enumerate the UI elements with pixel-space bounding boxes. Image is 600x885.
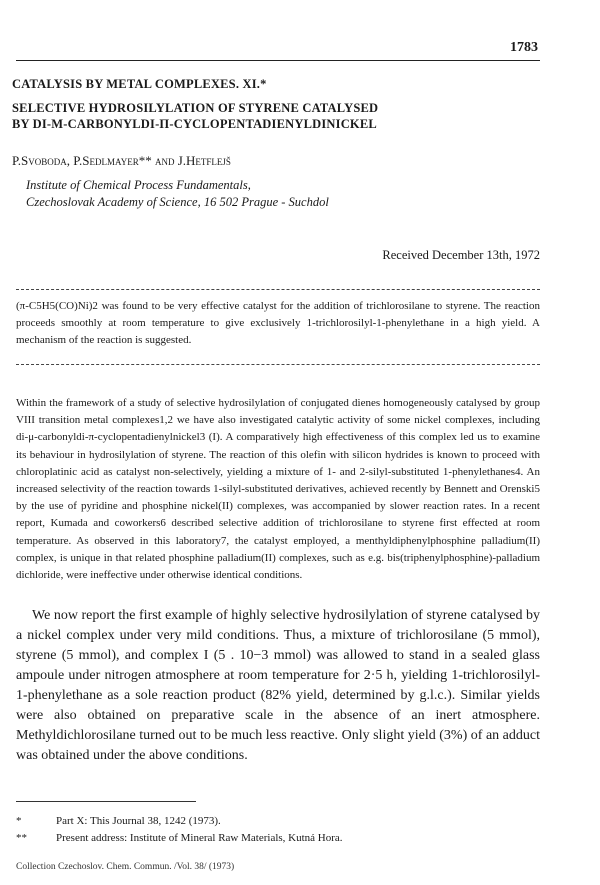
article-title-line1: SELECTIVE HYDROSILYLATION OF STYRENE CATALYSED: [12, 101, 379, 115]
article-title: [12, 100, 542, 132]
footnote-2: [16, 831, 343, 845]
footnote-1-mark: *: [16, 815, 22, 827]
footnote-2-text: Present address: Institute of Mineral Raw Materials, Kutná Hora.: [56, 832, 343, 844]
intro-paragraph: Within the framework of a study of selective hydrosilylation of conjugated dienes homogeneously catalysed by group VIII transition metal complexes1,2 we have also investigated catalytic activity of some nickel complexes, including di-μ-carbonyldi-π-cyclopentadienylnickel3 (I). A comparatively high effectiveness of this complex led us to examine its behaviour in hydrosilylation of styrene. The reaction of this olefin with silicon hydrides is known to proceed with chloroplatinic acid as catalyst non-selectively, yielding a mixture of 1- and 2-silyl-substituted 1-phenylethanes4. An increased selectivity of the reaction towards 1-silyl-substituted derivatives, achieved recently by Bennett and Orenski5 by the use of pyridine and phosphine nickel(II) complexes, was accompanied by slower reaction rates. In a recent report, Kumada and coworkers6 described selective addition of trichlorosilane to styrene first effected at room temperature. As observed in this laboratory7, the catalyst employed, a menthyldiphenylphosphine palladium(II) complex, is unique in that related phosphine palladium(II) complexes, such as e.g. bis(triphenylphosphine)-palladium dichloride, were ineffective under otherwise identical conditions.: [16, 397, 540, 582]
footnote-1-text: Part X: This Journal 38, 1242 (1973).: [56, 815, 221, 827]
header-rule: [16, 60, 540, 61]
authors: P.Svoboda, P.Sedlmayer** and J.Hetflejš: [12, 153, 231, 168]
footnote-rule: [16, 801, 196, 802]
footnote-1: [16, 814, 221, 828]
series-title: CATALYSIS BY METAL COMPLEXES. XI.*: [12, 77, 267, 91]
article-title-line2: BY DI-Μ-CARBONYLDI-Π-CYCLOPENTADIENYLDINICKEL: [12, 117, 377, 131]
abstract-top-rule: [16, 289, 540, 290]
journal-citation: Collection Czechoslov. Chem. Commun. /Vol. 38/ (1973): [16, 862, 235, 872]
main-paragraph: We now report the first example of highly selective hydrosilylation of styrene catalysed by a nickel complex under very mild conditions. Thus, a mixture of trichlorosilane (5 mmol), styrene (5 mmol), and complex I (5 . 10−3 mmol) was allowed to stand in a sealed glass ampoule under nitrogen atmosphere at room temperature for 2·5 h, yielding 1-trichlorosilyl-1-phenylethane as a sole reaction product (82% yield, determined by g.l.c.). Similar yields were also obtained on preparative scale in the absence of an inert atmosphere. Methyldichlorosilane turned out to be much less reactive. Only slight yield (3%) of an adduct was obtained under the above conditions.: [16, 608, 540, 763]
footnote-2-mark: **: [16, 832, 27, 844]
abstract: (π-C5H5(CO)Ni)2 was found to be very effective catalyst for the addition of trichlorosilane to styrene. The reaction proceeds smoothly at room temperature to give exclusively 1-trichlorosilyl-1-phenylethane in a high yield. A mechanism of the reaction is suggested.: [16, 300, 540, 346]
received-date: Received December 13th, 1972: [382, 248, 540, 262]
abstract-bottom-rule: [16, 364, 540, 365]
affiliation-line2: Czechoslovak Academy of Science, 16 502 Prague - Suchdol: [26, 195, 329, 209]
page-number: 1783: [510, 40, 538, 55]
affiliation-line1: Institute of Chemical Process Fundamentals,: [26, 178, 251, 192]
